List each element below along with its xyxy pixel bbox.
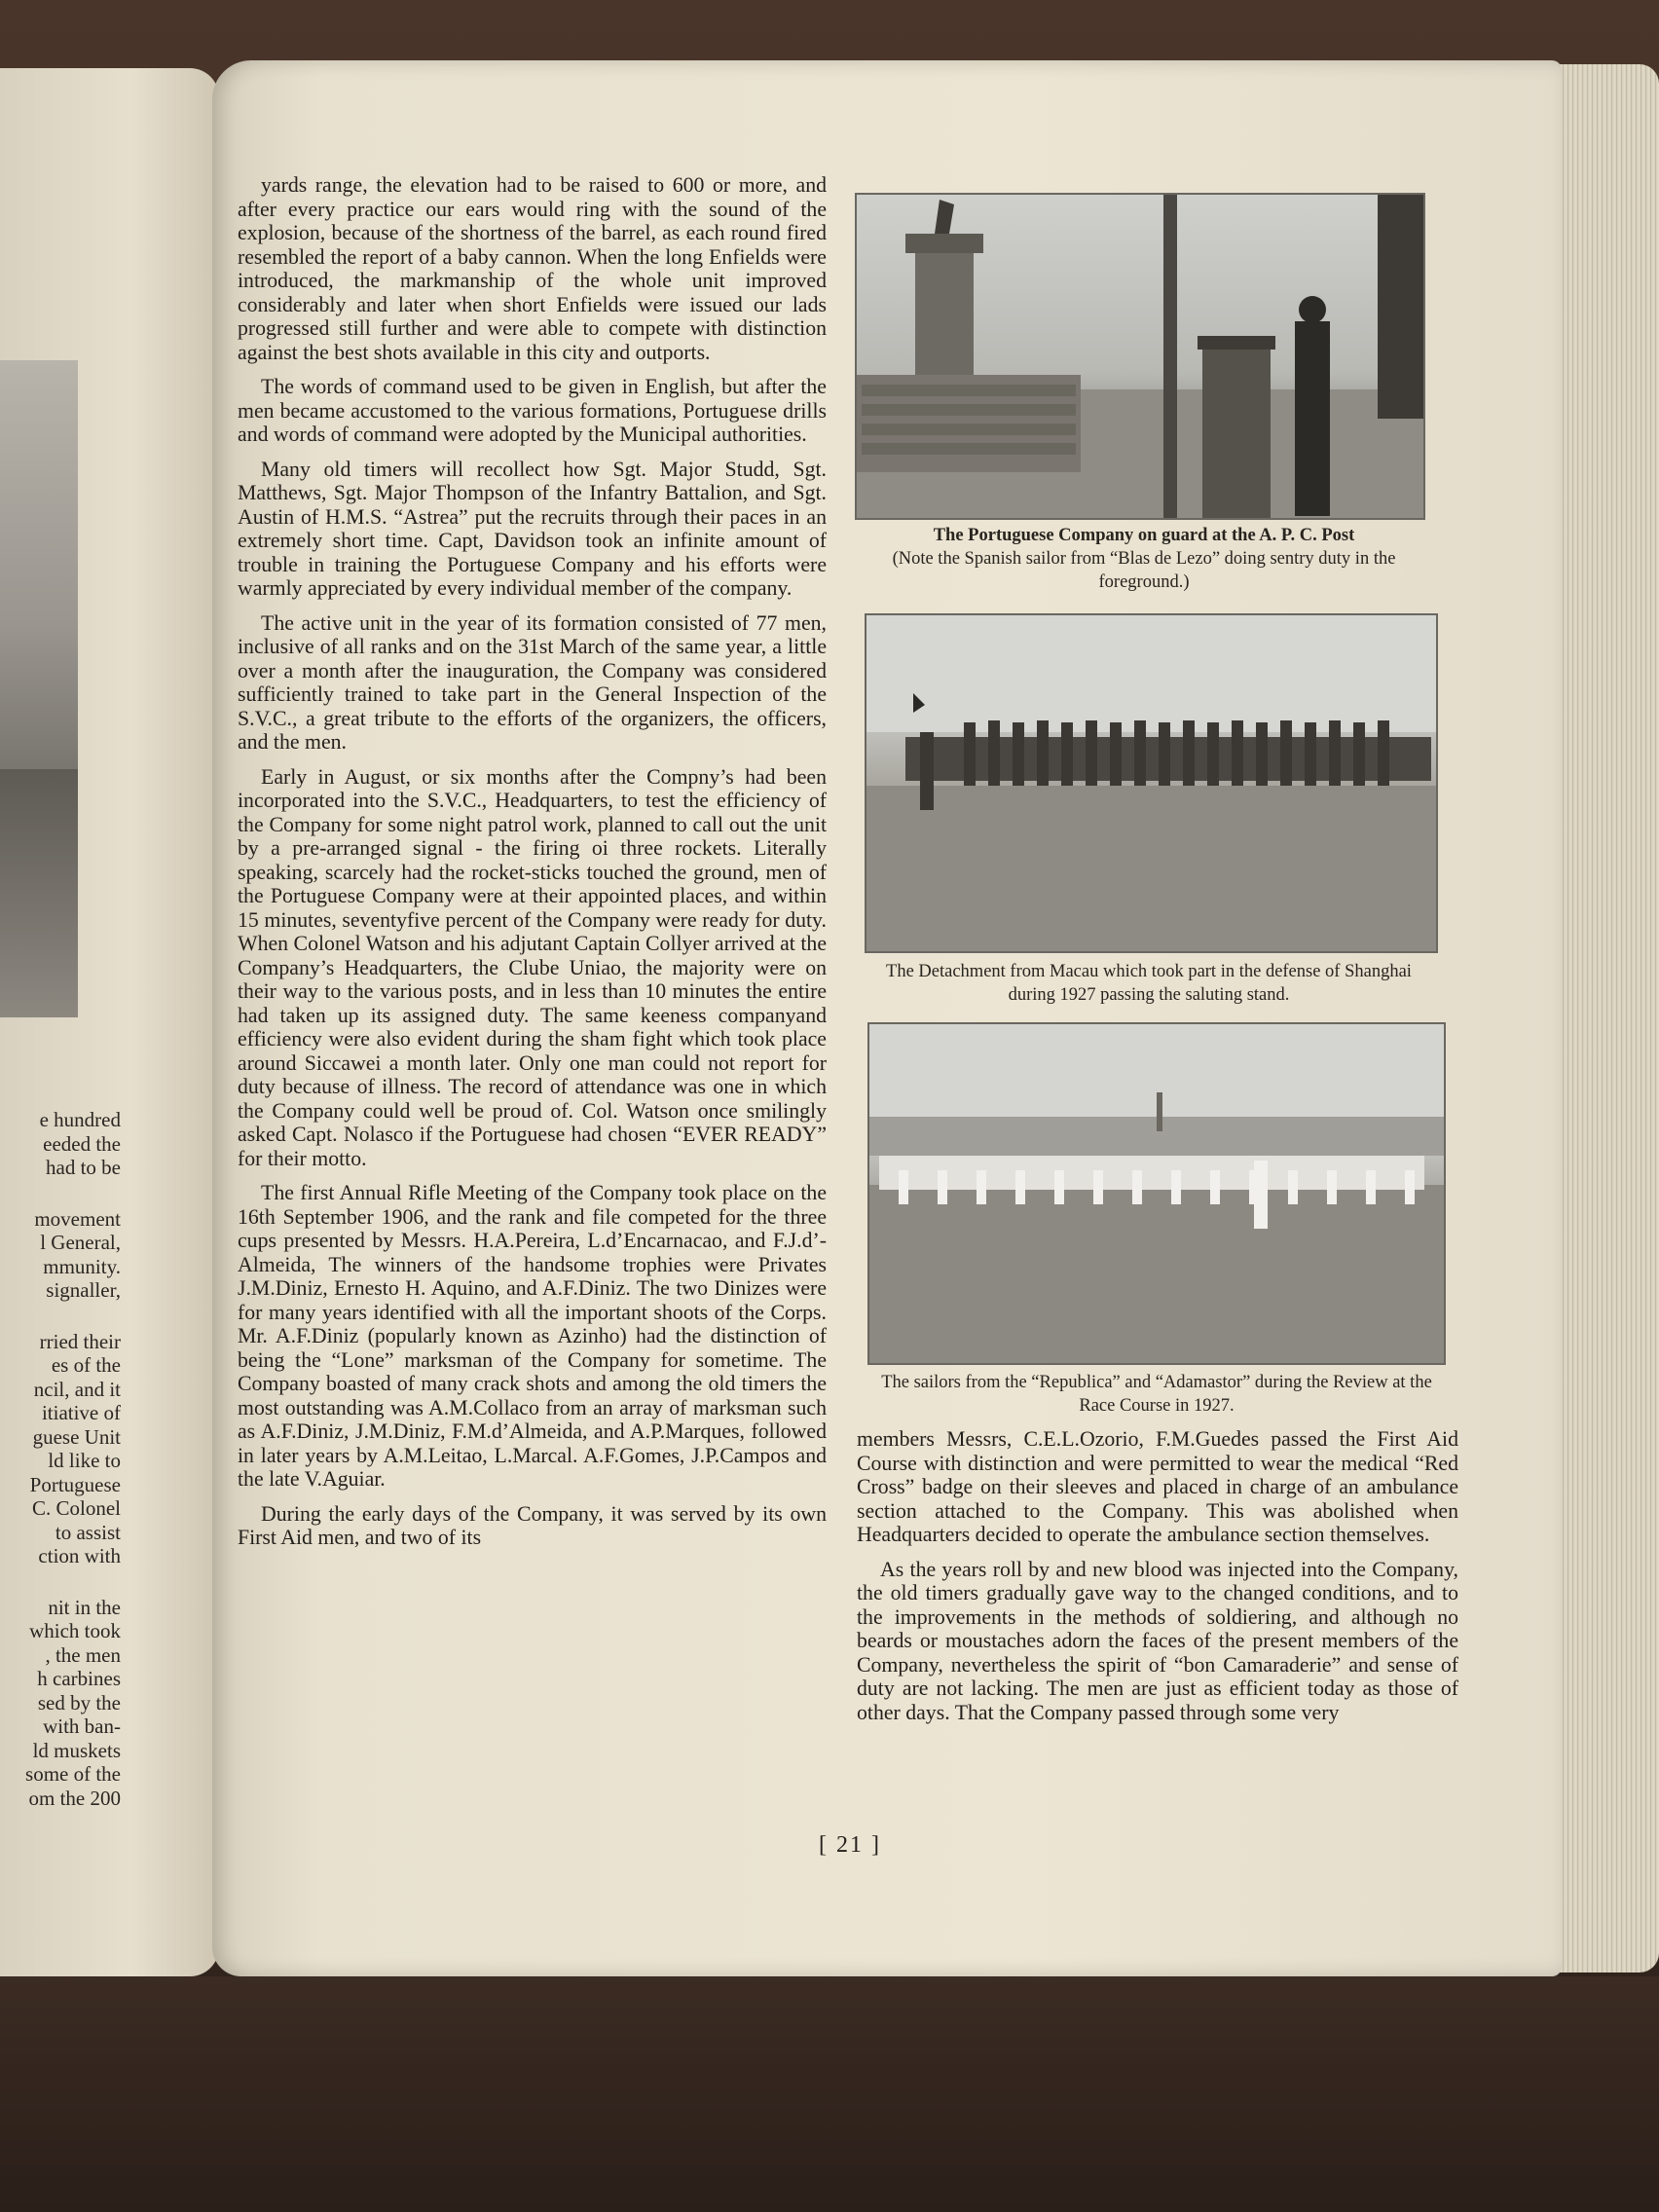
left-page-line: movement [34,1206,121,1231]
left-page-line: ld like to [48,1449,121,1472]
left-page-line: sed by the [37,1690,121,1714]
left-page-line: e hundred [39,1108,121,1131]
photo-sailors-review [867,1022,1446,1365]
left-page-line: some of the [25,1762,121,1786]
left-photo-ground [0,769,78,1017]
left-page-line: h carbines [37,1667,121,1690]
left-page-line: mmunity. [43,1254,121,1278]
paragraph: The words of command used to be given in English, but after the men became accustomed to the various formations, Portuguese drills and words of command were adopted by the Municipal authorities. [238,375,827,446]
line-gap [0,1568,121,1596]
left-page-line: ction with [38,1544,121,1567]
left-page-line: to assist [55,1520,121,1544]
photo2-caption: The Detachment from Macau which took part in the defense of Shanghai during 1927 passing the saluting stand. [886,962,1412,1005]
table-foreground [0,1976,1659,2212]
left-page-line: itiative of [41,1401,121,1424]
left-page-line: es of the [51,1353,121,1377]
paragraph: During the early days of the Company, it was served by its own First Aid men, and two of its [238,1501,827,1549]
photo-apc-post [855,193,1425,520]
line-gap [0,1180,121,1207]
page-edges [1554,64,1659,1972]
left-page-line: om the 200 [28,1786,121,1810]
left-page-line: which took [29,1619,121,1642]
left-page-line: C. Colonel [31,1496,121,1520]
line-gap [0,1303,121,1330]
left-page-line: signaller, [46,1278,121,1302]
paragraph: Many old timers will recollect how Sgt. Major Studd, Sgt. Matthews, Sgt. Major Thompson of the Infantry Battalion, and Sgt. Austin of H.M.S. “Astrea” put the recruits through their paces in an extremely short time. Capt, Davidson took an infinite amount of trouble in training the Portuguese Company and his efforts were warmly appreciated by every individual member of the company. [238,457,827,600]
paragraph: yards range, the elevation had to be raised to 600 or more, and after every practice our ears would ring with the sound of the explosion, because of the shortness of the barrel, as each round fired resembled the report of a baby cannon. When the long Enfields were introduced, the markmanship of the whole unit improved considerably and later when short Enfields were issued our lads progressed still further and were able to compete with distinction against the best shots available in this city and outports. [238,173,827,364]
left-page-line: ncil, and it [33,1377,121,1401]
text-column-left [238,173,827,1561]
left-page-line: ld muskets [32,1738,121,1762]
left-page-text [0,1108,121,1810]
paragraph: The first Annual Rifle Meeting of the Company took place on the 16th September 1906, and the rank and file competed for the three cups presented by Messrs. H.A.Pereira, L.d’Encarnacao, and F.J.d’-Almeida, The winners of the handsome trophies were Privates J.M.Diniz, Ernesto H. Aquino, and A.F.Diniz. The two Dinizes were for many years identified with all the important shoots of the Corps. Mr. A.F.Diniz (popularly known as Azinho) had the distinction of being the “Lone” marksman of the Company for sometime. The Company boasted of many crack shots and among the old timers the most outstanding was A.M.Collaco from an array of marksman such as A.F.Diniz, J.M.Diniz, F.M.d’Almeida, and A.P.Marques, followed in later years by A.M.Leitao, L.Marcal. A.F.Gomes, J.P.Campos and the late V.Aguiar. [238,1181,827,1491]
left-page-line: l General, [40,1231,121,1254]
left-page-line: guese Unit [32,1424,121,1449]
paragraph: As the years roll by and new blood was injected into the Company, the old timers gradually gave way to the changed conditions, and to the improvements in the methods of soldiering, and although no beards or moustaches adorn the faces of the present members of the Company, nevertheless the spirit of “bon Camaraderie” and sense of duty are not lacking. The men are just as efficient today as those of other days. That the Company passed through some very [857,1557,1458,1724]
paragraph: The active unit in the year of its formation consisted of 77 men, inclusive of all ranks and on the 31st March of the same year, a little over a month after the inauguration, the Company was considered sufficiently trained to take part in the General Inspection of the S.V.C., a great tribute to the efforts of the organizers, the officers, and the men. [238,610,827,754]
left-page-line: with ban- [43,1714,121,1738]
photo-macau-detachment [865,613,1438,953]
caption-title: The Portuguese Company on guard at the A. P. C. Post [933,526,1355,545]
left-page-photo [0,360,78,1017]
caption-note: (Note the Spanish sailor from “Blas de Lezo” doing sentry duty in the foreground.) [892,549,1396,592]
page-number: [ 21 ] [819,1832,881,1858]
text-column-right [857,1427,1458,1735]
left-page-line: rried their [39,1329,121,1353]
paragraph: Early in August, or six months after the Compny’s had been incorporated into the S.V.C., Headquarters, to test the efficiency of the Company for some night patrol work, planned to call out the unit by a pre-arranged signal - the firing oi three rockets. Literally speaking, scarcely had the rocket-sticks touched the ground, men of the Portuguese Company were at their appointed places, and within 15 minutes, seventyfive percent of the Company were ready for duty. When Colonel Watson and his adjutant Captain Collyer arrived at the Company’s Headquarters, the Clube Uniao, the majority were on their way to the various posts, and in less than 10 minutes the entire had taken up its assigned duty. The same keeness companyand efficiency were also evident during the sham fight which took place around Siccawei a month later. Only one man could not report for duty because of illness. The record of attendance was one in which the Company could well be proud of. Col. Watson once smilingly asked Capt. Nolasco if the Portuguese had chosen “EVER READY” for their motto. [238,764,827,1170]
left-page-line: , the men [45,1642,121,1667]
photo1-caption [862,524,1426,594]
left-page-line: Portuguese [29,1472,121,1496]
left-page-line: nit in the [48,1595,121,1619]
left-page-line: eeded the [43,1131,121,1156]
paragraph: members Messrs, C.E.L.Ozorio, F.M.Guedes passed the First Aid Course with distinction and were permitted to wear the medical “Red Cross” badge on their sleeves and placed in charge of an ambulance section attached to the Company. This was abolished when Headquarters decided to operate the ambulance section themselves. [857,1427,1458,1546]
left-page-line: had to be [46,1156,121,1179]
photo3-caption: The sailors from the “Republica” and “Adamastor” during the Review at the Race Course in 1927. [881,1373,1432,1416]
